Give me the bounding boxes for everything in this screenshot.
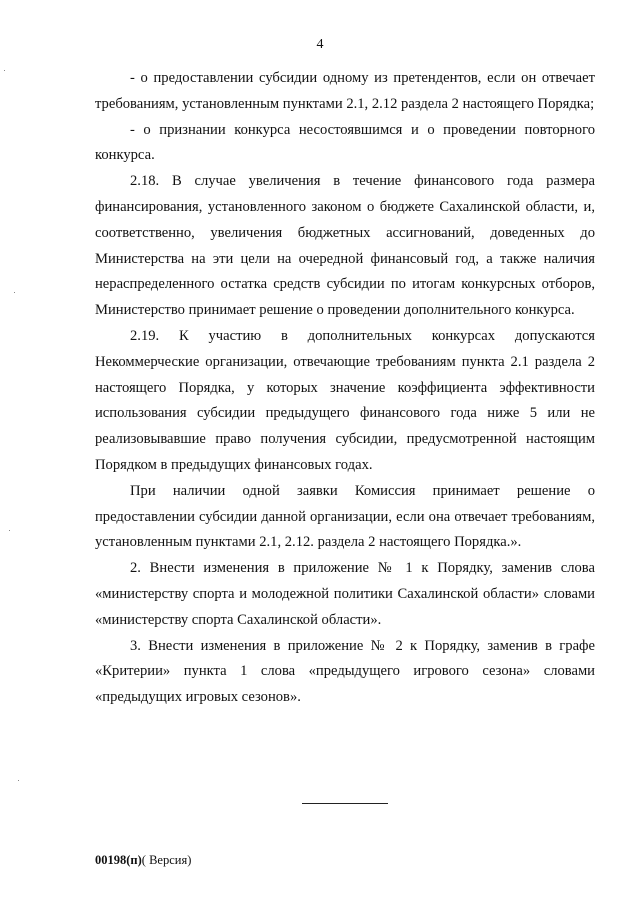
- document-footer: [95, 853, 191, 868]
- paragraph-single-application: При наличии одной заявки Комиссия принимает решение о предоставлении субсидии данной организации, если она отвечает требованиям, установленным пунктами 2.1, 2.12. раздела 2 настоящего Порядка.».: [95, 482, 595, 551]
- paragraph-subsidy-one-applicant: - о предоставлении субсидии одному из претендентов, если он отвечает требованиям, установленным пунктами 2.1, 2.12 раздела 2 настоящего Порядка;: [95, 70, 595, 112]
- paragraph-contest-failed: - о признании конкурса несостоявшимся и о проведении повторного конкурса.: [95, 121, 595, 164]
- paragraph-amendment-appendix-1: 2. Внести изменения в приложение № 1 к Порядку, заменив слова «министерству спорта и молодежной политики Сахалинской области» словами «министерству спорта Сахалинской области».: [95, 560, 595, 628]
- document-code: 00198(п): [95, 853, 142, 867]
- end-separator-line: [302, 803, 388, 804]
- paragraph-amendment-appendix-2: 3. Внести изменения в приложение № 2 к Порядку, заменив в графе «Критерии» пункта 1 слова «предыдущего игрового сезона» словами «предыдущих игровых сезонов».: [95, 637, 595, 706]
- scan-artifact: [4, 70, 5, 71]
- paragraph-2-18: 2.18. В случае увеличения в течение финансового года размера финансирования, установленного законом о бюджете Сахалинской области, и, соответственно, увеличения бюджетных ассигнований, доведенных до Министерства на эти цели на очередной финансовый год, а также наличия нераспределенного остатка средств субсидии по итогам конкурсных отборов, Министерство принимает решение о проведении дополнительного конкурса.: [95, 173, 595, 319]
- scan-artifact: [14, 292, 15, 293]
- document-version: ( Версия): [141, 853, 192, 867]
- scan-artifact: [18, 780, 19, 781]
- page-number: 4: [316, 37, 324, 52]
- document-body: [95, 66, 595, 711]
- scan-artifact: [9, 530, 10, 531]
- paragraph-2-19: 2.19. К участию в дополнительных конкурсах допускаются Некоммерческие организации, отвечающие требованиям пункта 2.1 раздела 2 настоящего Порядка, у которых значение коэффициента эффективности использования субсидии предыдущего финансового года ниже 5 или не реализовывавшие право получения субсидии, предусмотренной настоящим Порядком в предыдущих финансовых годах.: [95, 327, 595, 473]
